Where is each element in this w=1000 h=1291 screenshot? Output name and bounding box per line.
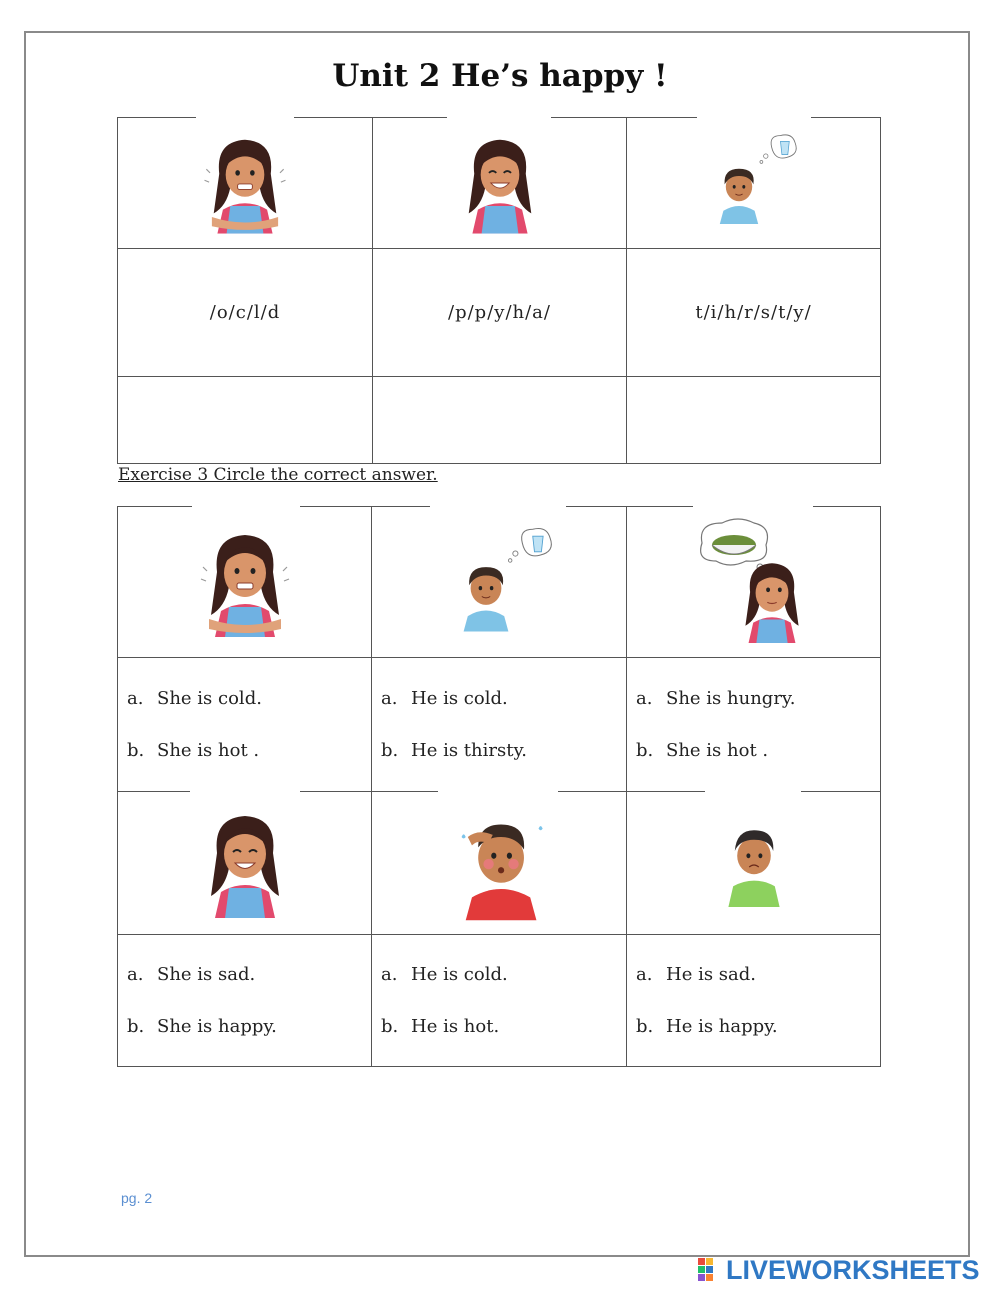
scrambled-word: /p/p/y/h/a/ (373, 249, 627, 377)
answer-field[interactable] (627, 377, 881, 464)
answer-options (627, 658, 881, 792)
answer-options (372, 935, 627, 1067)
answer-field[interactable] (373, 377, 627, 464)
option-a[interactable]: a. He is sad. (636, 963, 756, 985)
option-b[interactable]: b. He is hot. (381, 1015, 500, 1037)
liveworksheets-brand[interactable] (698, 1255, 980, 1285)
option-a[interactable]: a. She is sad. (127, 963, 256, 985)
option-b[interactable]: b. He is thirsty. (381, 739, 527, 761)
answer-options (118, 935, 372, 1067)
exercise-heading: Exercise 3 Circle the correct answer. (118, 465, 438, 485)
girl-shivering-cold-icon (195, 522, 295, 642)
picture-cell (372, 792, 627, 935)
girl-thinking-hungry-icon (732, 557, 812, 643)
liveworksheets-logo-icon (698, 1258, 722, 1282)
answer-options (627, 935, 881, 1067)
picture-cell (373, 118, 627, 249)
option-a[interactable]: a. She is hungry. (636, 687, 796, 709)
picture-cell (118, 792, 372, 935)
option-b[interactable]: b. She is hot . (636, 739, 769, 761)
option-b[interactable]: b. She is hot . (127, 739, 260, 761)
water-glass-thought-bubble-icon (505, 522, 557, 566)
picture-cell (627, 118, 881, 249)
scrambled-word: t/i/h/r/s/t/y/ (627, 249, 881, 377)
scrambled-word: /o/c/l/d (118, 249, 373, 377)
page-number: pg. 2 (121, 1190, 153, 1206)
option-a[interactable]: a. He is cold. (381, 963, 508, 985)
boy-sweating-hot-icon (447, 804, 551, 922)
girl-shivering-cold-icon (199, 131, 291, 235)
unscramble-table (117, 117, 881, 464)
option-b[interactable]: b. He is happy. (636, 1015, 778, 1037)
picture-cell (627, 507, 881, 658)
picture-cell (118, 118, 373, 249)
answer-options (372, 658, 627, 792)
brand-name: LIVEWORKSHEETS (726, 1254, 980, 1285)
water-glass-thought-bubble-icon (757, 129, 801, 167)
picture-cell (627, 792, 881, 935)
exercise3-table (117, 506, 881, 1067)
answer-options (118, 658, 372, 792)
option-a[interactable]: a. She is cold. (127, 687, 262, 709)
picture-cell (372, 507, 627, 658)
girl-smiling-happy-icon (454, 131, 546, 235)
boy-sad-icon (714, 813, 794, 913)
picture-cell (118, 507, 372, 658)
page-title: Unit 2 He’s happy ! (332, 58, 668, 94)
answer-field[interactable] (118, 377, 373, 464)
option-a[interactable]: a. He is cold. (381, 687, 508, 709)
option-b[interactable]: b. She is happy. (127, 1015, 277, 1037)
girl-smiling-happy-icon (195, 804, 295, 922)
